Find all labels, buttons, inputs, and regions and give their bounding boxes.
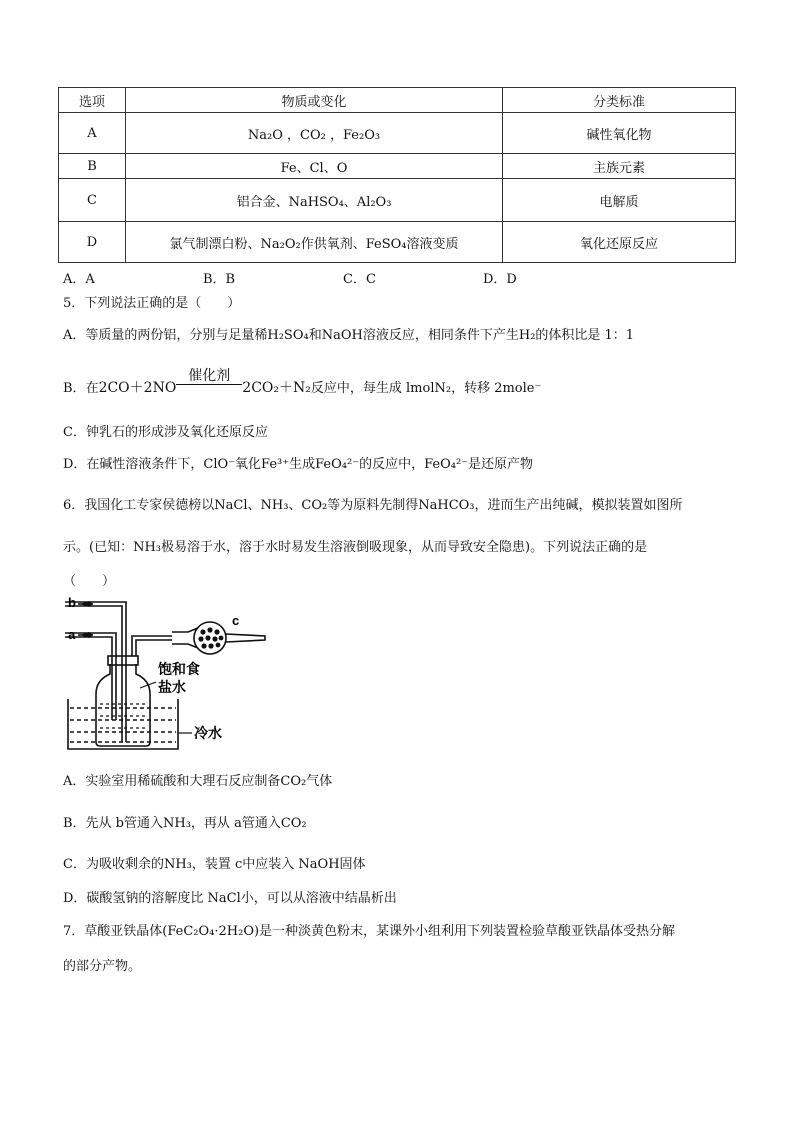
row-criterion: 氧化还原反应 [503,222,736,263]
table-header-row [59,88,736,113]
q5-option-d[interactable]: D．在碱性溶液条件下，ClO⁻氧化Fe³⁺生成FeO₄²⁻的反应中，FeO₄²⁻是还原产物 [63,457,534,472]
q7-stem-line2: 的部分产物。 [63,959,142,974]
header-option: 选项 [59,88,126,113]
row-criterion: 碱性氧化物 [503,113,736,154]
row-substances: Na₂O ，CO₂ ，Fe₂O₃ [126,113,503,154]
table-row [59,113,736,154]
table-row [59,179,736,222]
q5-option-c[interactable]: C．钟乳石的形成涉及氧化还原反应 [63,425,268,440]
label-c: c [232,613,240,628]
q6-stem-line2: 示。(已知：NH₃极易溶于水，溶于水时易发生溶液倒吸现象，从而导致安全隐患)。下列说法正确的是 [63,540,648,555]
q5-b-prefix: B．在 [63,381,99,396]
table-row [59,154,736,179]
outlet-tube [132,636,172,656]
q6-option-b[interactable]: B．先从 b管通入NH₃，再从 a管通入CO₂ [63,816,307,831]
q5-option-b[interactable] [63,368,542,399]
row-substances: 铝合金、NaHSO₄、Al₂O₃ [126,179,503,222]
label-brine-line1: 饱和食 [158,662,200,678]
q7-stem-line1: 7．草酸亚铁晶体(FeC₂O₄·2H₂O)是一种淡黄色粉末，某课外小组利用下列装置检验草酸亚铁晶体受热分解 [63,924,676,939]
q4-options [63,270,623,290]
q5-b-suffix: 反应中，每生成 lmolN₂，转移 2mole⁻ [310,381,542,396]
q6-option-d[interactable]: D．碳酸氢钠的溶解度比 NaCl小，可以从溶液中结晶析出 [63,891,397,906]
catalyst-label: 催化剂 [176,368,242,385]
tube-a [65,633,116,720]
label-brine-line2: 盐水 [158,680,186,696]
header-substances: 物质或变化 [126,88,503,113]
equation-right: 2CO₂＋N₂ [242,380,311,396]
q4-option-a[interactable]: A．A [63,272,95,287]
q6-option-c[interactable]: C．为吸收剩余的NH₃，装置 c中应装入 NaOH固体 [63,857,366,872]
classification-table [58,87,736,263]
table-row [59,222,736,263]
q4-option-b[interactable]: B．B [203,272,236,287]
q6-stem-line3: （ ） [63,574,116,589]
q6-option-a[interactable]: A．实验室用稀硫酸和大理石反应制备CO₂气体 [63,774,333,789]
row-option: B [59,154,126,179]
row-option: D [59,222,126,263]
flask [96,664,150,746]
label-cold-water: 冷水 [194,726,222,742]
row-criterion: 主族元素 [503,154,736,179]
row-criterion: 电解质 [503,179,736,222]
label-a: a [68,627,76,642]
row-substances: 氯气制漂白粉、Na₂O₂作供氧剂、FeSO₄溶液变质 [126,222,503,263]
equation-left: 2CO＋2NO [98,380,177,396]
q5-stem: 5．下列说法正确的是（ ） [63,296,241,311]
q5-option-a[interactable]: A．等质量的两份铝，分别与足量稀H₂SO₄和NaOH溶液反应，相同条件下产生H₂的体积比是 1：1 [63,328,635,343]
header-criterion: 分类标准 [503,88,736,113]
label-b: b [68,595,76,610]
q4-option-d[interactable]: D．D [483,272,517,287]
row-option: A [59,113,126,154]
q6-stem-line1: 6．我国化工专家侯德榜以NaCl、NH₃、CO₂等为原料先制得NaHCO₃，进而生产出纯碱，模拟装置如图所 [63,498,683,513]
q4-option-c[interactable]: C．C [343,272,376,287]
row-substances: Fe、Cl、O [126,154,503,179]
apparatus-figure [60,592,270,754]
row-option: C [59,179,126,222]
